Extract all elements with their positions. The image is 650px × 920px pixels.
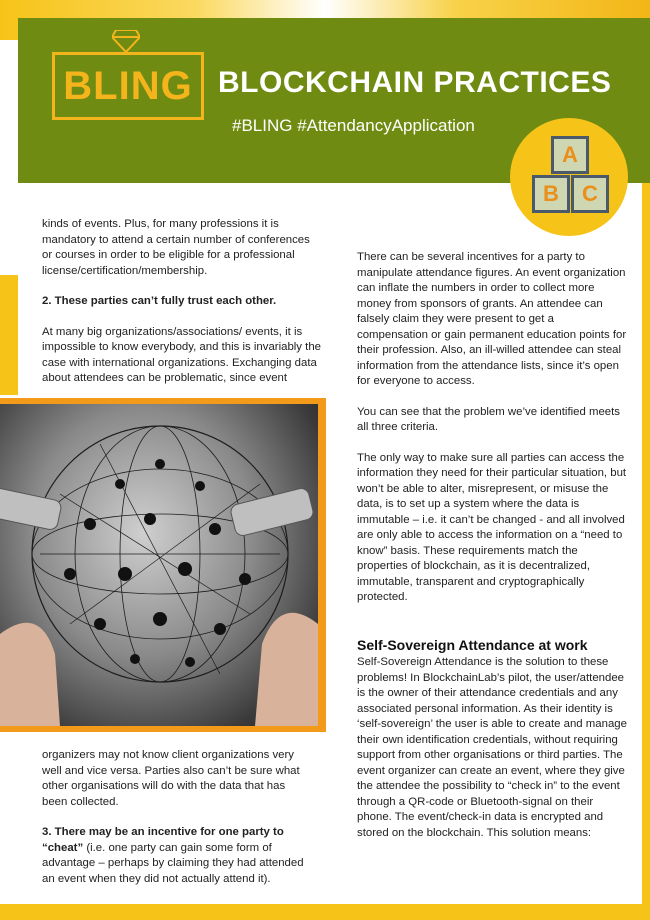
paragraph: Self-Sovereign Attendance is the solution to these problems! In BlockchainLab’s pilot, the user/attendee is the owner of their attendance credentials and any associated personal information. As their identity is ‘self-sovereign’ the user is able to create and manage their own identification credentials, without requiring support from other organisations or third parties. The event organizer can create an event, where they give the attendee the possibility to “check in” to the event through a QR-code or Bluetooth-signal on their phone. The event/check-in data is encrypted and stored on the blockchain. This solution means: (357, 656, 627, 839)
phone-right-icon (229, 487, 314, 537)
bottom-accent-band (0, 904, 650, 920)
paragraph: The only way to make sure all parties can access the information they need for their particular situation, but won’t be able to alter, misrepresent, or misuse the data, is to set up a system where the data is immutable – i.e. it can’t be changed - and all involved are only able to access the information on a “need to know” basis. These requirements match the properties of blockchain, as it is decentralized, immutable, transparent and cryptographically protected. (357, 451, 627, 603)
page-title: BLOCKCHAIN PRACTICES (218, 66, 612, 99)
hashtags: #BLING #AttendancyApplication (232, 116, 475, 135)
paragraph: kinds of events. Plus, for many professions it is mandatory to attend a certain number of conferences or courses in order to be eligible for a professional license/certification/membership. (42, 218, 310, 277)
phone-left-icon (0, 487, 62, 531)
inline-text: (i.e. one party can gain some form of advantage – perhaps by claiming they had attended an event when they did not actually attend it). (42, 841, 304, 885)
block-a: A (551, 136, 589, 174)
left-column-top (42, 217, 322, 402)
abc-blocks-badge (510, 118, 628, 236)
logo-text: BLING (63, 63, 193, 108)
left-accent-strip (0, 275, 18, 395)
right-accent-strip (642, 180, 650, 920)
section-heading: 2. These parties can’t fully trust each other. (42, 295, 277, 307)
block-c: C (571, 175, 609, 213)
section-subheading: Self-Sovereign Attendance at work (357, 636, 588, 653)
gem-icon (112, 30, 140, 52)
paragraph (42, 825, 312, 887)
paragraph: There can be several incentives for a party to manipulate attendance figures. An event organization can inflate the numbers in order to collect more money from sponsors of grants. An attendee can falsely claim they were present to get a compensation or gain permanent education points for their profession. Also, an ill-willed attendee can steal information from the attendance lists, since it’s open for everyone to access. (357, 251, 627, 387)
paragraph: organizers may not know client organizations very well and vice versa. Parties also can’t be sure what other organisations will do with the data that has been collected. (42, 749, 300, 808)
right-column (357, 250, 627, 856)
network-globe-illustration (0, 404, 318, 726)
block-b: B (532, 175, 570, 213)
paragraph: At many big organizations/associations/ events, it is impossible to know everybody, and this is invariably the case with international organizations. Exchanging data about attendees can be problematic, since event (42, 325, 321, 384)
bling-logo (52, 52, 204, 120)
network-globe-photo (0, 404, 318, 726)
paragraph: You can see that the problem we’ve identified meets all three criteria. (357, 405, 620, 433)
left-column-bottom (42, 748, 312, 887)
section-heading: 3. There may be an incentive for one party to “cheat” (42, 826, 284, 854)
